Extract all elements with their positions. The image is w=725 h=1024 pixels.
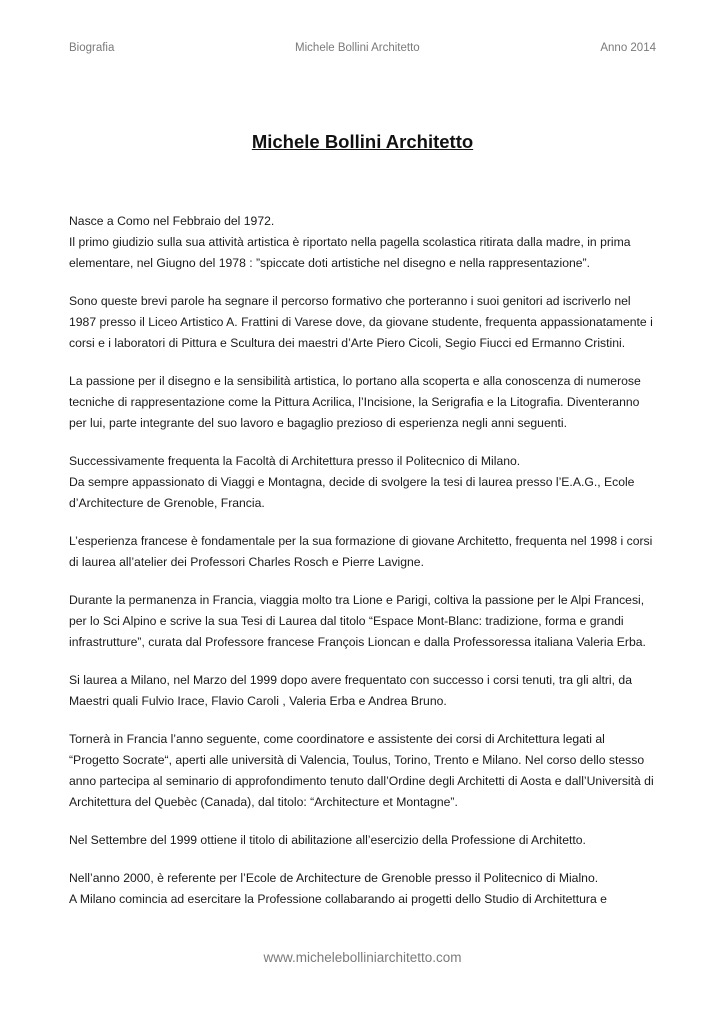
- biography-text: [69, 211, 656, 927]
- paragraph-6: Durante la permanenza in Francia, viaggia molto tra Lione e Parigi, coltiva la passione per le Alpi Francesi, per lo Sci Alpino e scrive la sua Tesi di Laurea dal titolo “Espace Mont-Blanc: tradizione, forma e grandi infrastrutture”, curata dal Professore francese François Lioncan e dalla Professoressa italiana Valeria Erba.: [69, 593, 646, 649]
- header-right: Anno 2014: [600, 42, 656, 54]
- paragraph-8: Tornerà in Francia l’anno seguente, come coordinatore e assistente dei corsi di Architettura legati al “Progetto Socrate“, aperti alle università di Valencia, Toulus, Torino, Trento e Milano. Nel corso dello stesso anno partecipa al seminario di approfondimento tenuto dall’Ordine degli Architetti di Aosta e dall’Università di Architettura del Quebèc (Canada), dal titolo: “Architecture et Montagne”.: [69, 732, 654, 809]
- paragraph-10: Nell’anno 2000, è referente per l’Ecole de Architecture de Grenoble presso il Politecnico di Mialno. A Milano comincia ad esercitare la Professione collabarando ai progetti dello Studio di Architettura e: [69, 871, 607, 906]
- paragraph-3: La passione per il disegno e la sensibilità artistica, lo portano alla scoperta e alla conoscenza di numerose tecniche di rappresentazione come la Pittura Acrilica, l’Incisione, la Serigrafia e la Litografia. Diventeranno per lui, parte integrante del suo lavoro e bagaglio prezioso di esperienza negli anni seguenti.: [69, 374, 641, 430]
- page-title: Michele Bollini Architetto: [251, 131, 474, 152]
- header-center: Michele Bollini Architetto: [295, 42, 420, 54]
- page-header: [69, 42, 656, 54]
- paragraph-5: L’esperienza francese è fondamentale per la sua formazione di giovane Architetto, frequenta nel 1998 i corsi di laurea all’atelier dei Professori Charles Rosch e Pierre Lavigne.: [69, 534, 653, 569]
- paragraph-1: Nasce a Como nel Febbraio del 1972. Il primo giudizio sulla sua attività artistica è riportato nella pagella scolastica ritirata dalla madre, in prima elementare, nel Giugno del 1978 : ”spiccate doti artistiche nel disegno e nella rappresentazione”.: [69, 214, 631, 270]
- paragraph-7: Si laurea a Milano, nel Marzo del 1999 dopo avere frequentato con successo i corsi tenuti, tra gli altri, da Maestri quali Fulvio Irace, Flavio Caroli , Valeria Erba e Andrea Bruno.: [69, 673, 632, 708]
- footer-website-link[interactable]: www.michelebolliniarchitetto.com: [263, 950, 462, 965]
- paragraph-9: Nel Settembre del 1999 ottiene il titolo di abilitazione all’esercizio della Professione di Architetto.: [69, 833, 586, 847]
- paragraph-4: Successivamente frequenta la Facoltà di Architettura presso il Politecnico di Milano. Da sempre appassionato di Viaggi e Montagna, decide di svolgere la tesi di laurea presso l’E.A.G., Ecole d’Architecture de Grenoble, Francia.: [69, 454, 635, 510]
- paragraph-2: Sono queste brevi parole ha segnare il percorso formativo che porteranno i suoi genitori ad iscriverlo nel 1987 presso il Liceo Artistico A. Frattini di Varese dove, da giovane studente, frequenta appassionatamente i corsi e i laboratori di Pittura e Scultura dei maestri d’Arte Piero Cicoli, Segio Fiucci ed Ermanno Cristini.: [69, 294, 653, 350]
- header-left: Biografia: [69, 42, 115, 54]
